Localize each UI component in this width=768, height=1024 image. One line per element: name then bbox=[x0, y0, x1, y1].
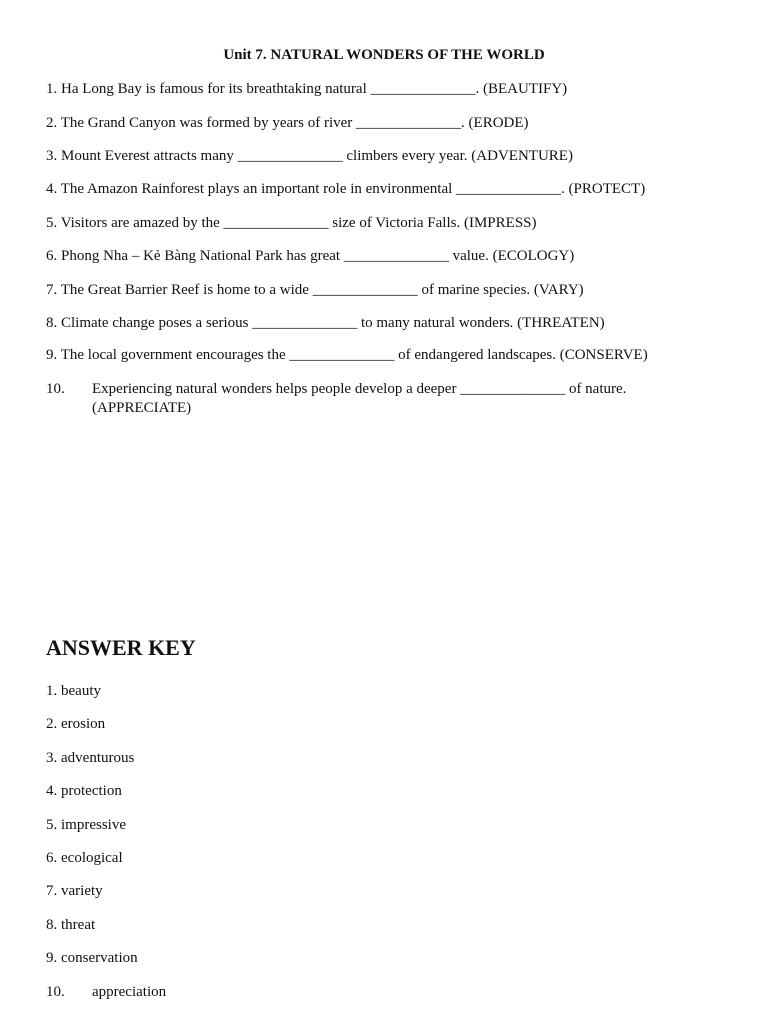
question-10-number: 10. bbox=[46, 381, 65, 397]
answer-10-text: appreciation bbox=[92, 984, 167, 1000]
answer-8: 8. threat bbox=[46, 917, 96, 933]
answer-5: 5. impressive bbox=[46, 817, 126, 833]
answer-10-number: 10. bbox=[46, 984, 65, 1000]
answer-9: 9. conservation bbox=[46, 950, 138, 966]
question-10-text: Experiencing natural wonders helps people develop a deeper ______________ of nature. (APPRECIATE) bbox=[92, 381, 627, 416]
question-5: 5. Visitors are amazed by the ______________ size of Victoria Falls. (IMPRESS) bbox=[46, 215, 537, 231]
answer-2: 2. erosion bbox=[46, 716, 106, 732]
question-10 bbox=[46, 380, 726, 418]
answer-1: 1. beauty bbox=[46, 683, 101, 699]
question-2: 2. The Grand Canyon was formed by years of river ______________. (ERODE) bbox=[46, 115, 529, 131]
answer-6: 6. ecological bbox=[46, 850, 123, 866]
worksheet-title: Unit 7. NATURAL WONDERS OF THE WORLD bbox=[223, 47, 545, 63]
answer-4: 4. protection bbox=[46, 783, 122, 799]
question-9: 9. The local government encourages the ______________ of endangered landscapes. (CONSERVE) bbox=[46, 347, 648, 363]
answer-7: 7. variety bbox=[46, 883, 103, 899]
question-4: 4. The Amazon Rainforest plays an important role in environmental ______________. (PROTECT) bbox=[46, 181, 646, 197]
answer-10 bbox=[46, 983, 166, 1002]
answer-key-heading: ANSWER KEY bbox=[46, 635, 196, 660]
question-6: 6. Phong Nha – Kẻ Bàng National Park has great ______________ value. (ECOLOGY) bbox=[46, 248, 575, 264]
answer-3: 3. adventurous bbox=[46, 750, 135, 766]
question-1: 1. Ha Long Bay is famous for its breathtaking natural ______________. (BEAUTIFY) bbox=[46, 81, 568, 97]
question-8: 8. Climate change poses a serious ______________ to many natural wonders. (THREATEN) bbox=[46, 315, 605, 331]
question-7: 7. The Great Barrier Reef is home to a wide ______________ of marine species. (VARY) bbox=[46, 282, 584, 298]
question-3: 3. Mount Everest attracts many ______________ climbers every year. (ADVENTURE) bbox=[46, 148, 573, 164]
